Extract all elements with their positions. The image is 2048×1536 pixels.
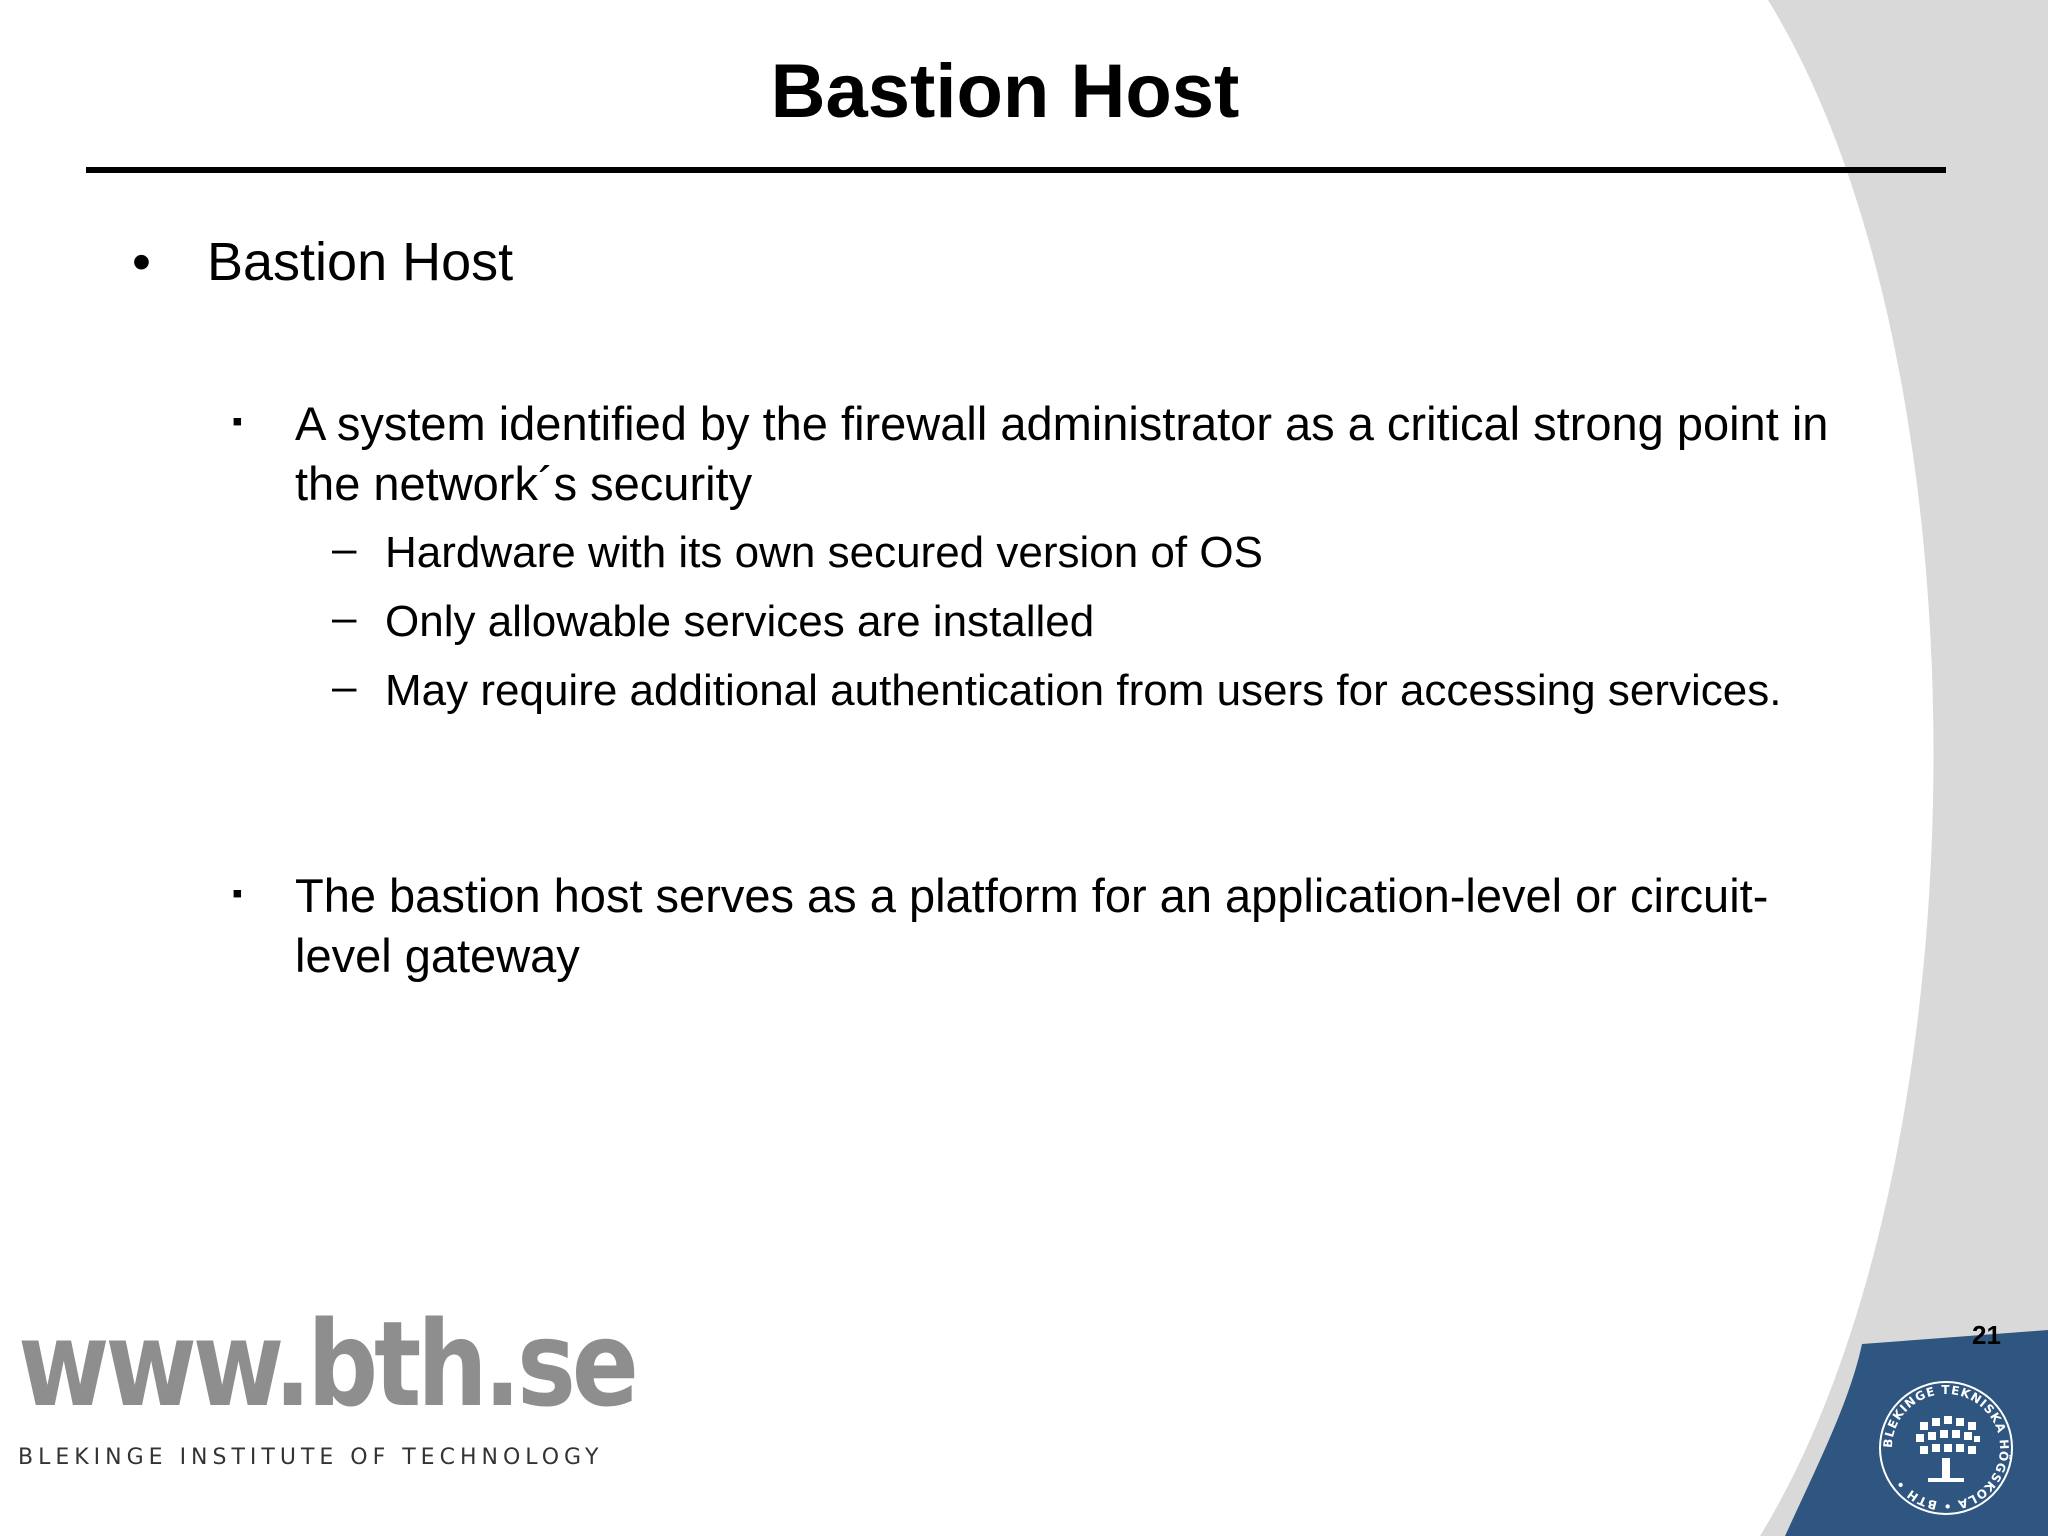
bth-url-logo: www.bth.se bbox=[18, 1295, 635, 1433]
sub-list-item-text: May require additional authentication from users for accessing services. bbox=[385, 666, 1782, 715]
sub-list-item-text: Hardware with its own secured version of OS bbox=[385, 528, 1263, 577]
bullet-main-text: Bastion Host bbox=[207, 232, 514, 292]
bth-seal-logo bbox=[1876, 1378, 2016, 1518]
page-number: 21 bbox=[1972, 1320, 2001, 1350]
list-item-text: The bastion host serves as a platform for an application-level or circuit-level gateway bbox=[295, 869, 1769, 982]
institute-tagline: BLEKINGE INSTITUTE OF TECHNOLOGY bbox=[18, 1445, 604, 1470]
square-bullet-marker: ▪ bbox=[232, 405, 243, 438]
dash-marker: – bbox=[332, 524, 357, 573]
square-bullet-marker: ▪ bbox=[232, 877, 243, 910]
title-divider bbox=[86, 167, 1946, 173]
dash-marker: – bbox=[332, 593, 357, 642]
dash-marker: – bbox=[332, 662, 357, 711]
sub-list-item-text: Only allowable services are installed bbox=[385, 597, 1095, 646]
seal-ring-text: BLEKINGE TEKNISKA HÖGSKOLA • BTH • bbox=[1880, 1382, 2012, 1514]
bullet-dot-marker: • bbox=[132, 232, 151, 292]
slide-title: Bastion Host bbox=[770, 49, 1240, 134]
list-item-text: A system identified by the firewall administrator as a critical strong point in the network´s security bbox=[295, 397, 1829, 510]
